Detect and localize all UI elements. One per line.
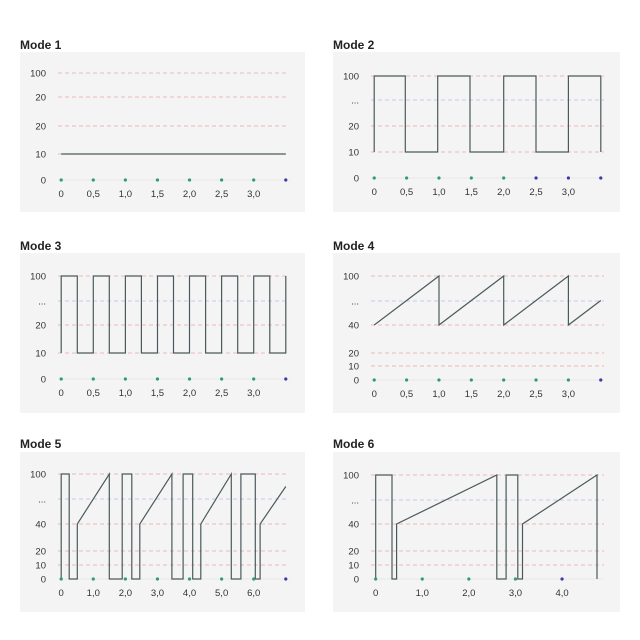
axis-marker <box>437 378 440 381</box>
x-tick-label: 0,5 <box>86 189 100 200</box>
axis-marker <box>156 577 159 580</box>
x-tick-label: 5,0 <box>215 588 229 599</box>
axis-marker <box>284 178 287 181</box>
x-tick-label: 1,5 <box>464 389 478 400</box>
axis-marker <box>284 377 287 380</box>
axis-marker <box>373 176 376 179</box>
x-tick-label: 1,0 <box>415 588 429 599</box>
axis-marker <box>405 176 408 179</box>
axis-marker <box>124 577 127 580</box>
axis-marker <box>567 176 570 179</box>
x-tick-label: 0 <box>373 588 379 599</box>
x-tick-label: 1,5 <box>464 187 478 198</box>
axis-marker <box>188 178 191 181</box>
y-tick-label: ... <box>351 296 359 308</box>
y-tick-label: 10 <box>348 560 359 572</box>
y-tick-label: 20 <box>35 121 46 133</box>
y-tick-label: 10 <box>348 147 359 159</box>
x-tick-label: 0,5 <box>399 389 414 400</box>
y-tick-label: 10 <box>35 149 46 161</box>
x-tick-label: 2,0 <box>497 389 511 400</box>
axis-marker <box>252 377 255 380</box>
chart-mode-5 <box>20 452 305 612</box>
axis-marker <box>470 176 473 179</box>
x-tick-label: 1,0 <box>118 388 132 399</box>
x-tick-label: 2,5 <box>215 388 229 399</box>
x-tick-label: 3,0 <box>561 187 576 198</box>
x-tick-label: 3,0 <box>247 189 261 200</box>
x-tick-label: 2,0 <box>182 388 197 399</box>
x-tick-label: 6,0 <box>247 588 261 599</box>
y-tick-label: 0 <box>40 374 46 386</box>
y-tick-label: 100 <box>343 71 359 83</box>
y-tick-label: 40 <box>348 519 359 531</box>
y-tick-label: 0 <box>40 574 46 586</box>
x-tick-label: 4,0 <box>182 588 197 599</box>
axis-marker <box>421 577 424 580</box>
x-tick-label: 0 <box>371 187 377 198</box>
chart-mode-6 <box>333 452 620 612</box>
x-tick-label: 0 <box>58 189 64 200</box>
axis-marker <box>124 178 127 181</box>
axis-marker <box>220 178 223 181</box>
y-tick-label: 20 <box>35 92 46 104</box>
chart-title-mode-4: Mode 4 <box>333 239 375 253</box>
x-tick-label: 0 <box>58 388 64 399</box>
y-tick-label: 100 <box>30 271 46 283</box>
x-tick-label: 3,0 <box>247 388 261 399</box>
axis-marker <box>405 378 408 381</box>
axis-marker <box>124 377 127 380</box>
axis-marker <box>437 176 440 179</box>
axis-marker <box>502 378 505 381</box>
axis-marker <box>599 176 602 179</box>
axis-marker <box>92 377 95 380</box>
y-tick-label: 40 <box>348 320 359 332</box>
axis-marker <box>156 377 159 380</box>
axis-marker <box>60 377 63 380</box>
y-tick-label: ... <box>38 494 46 506</box>
y-tick-label: 40 <box>35 519 46 531</box>
chart-title-mode-1: Mode 1 <box>20 38 62 52</box>
y-tick-label: 0 <box>353 173 359 185</box>
x-tick-label: 2,5 <box>529 389 543 400</box>
y-tick-label: 10 <box>35 560 46 572</box>
chart-mode-1 <box>20 52 305 212</box>
x-tick-label: 4,0 <box>555 588 569 599</box>
axis-marker <box>502 176 505 179</box>
x-tick-label: 1,0 <box>432 389 446 400</box>
x-tick-label: 0,5 <box>86 388 100 399</box>
plot-background <box>20 52 305 212</box>
chart-mode-2 <box>333 52 620 212</box>
y-tick-label: 0 <box>353 375 359 387</box>
axis-marker <box>467 577 470 580</box>
axis-marker <box>92 178 95 181</box>
axis-marker <box>284 577 287 580</box>
chart-mode-3 <box>20 253 305 413</box>
chart-title-mode-3: Mode 3 <box>20 239 62 253</box>
x-tick-label: 0,5 <box>399 187 414 198</box>
axis-marker <box>373 378 376 381</box>
x-tick-label: 1,0 <box>118 189 132 200</box>
axis-marker <box>252 178 255 181</box>
x-tick-label: 2,5 <box>215 189 229 200</box>
axis-marker <box>156 178 159 181</box>
chart-title-mode-5: Mode 5 <box>20 437 62 451</box>
x-tick-label: 0 <box>58 588 64 599</box>
x-tick-label: 3,0 <box>561 389 576 400</box>
axis-marker <box>252 577 255 580</box>
x-tick-label: 3,0 <box>508 588 523 599</box>
axis-marker <box>60 577 63 580</box>
y-tick-label: 20 <box>348 121 359 133</box>
x-tick-label: 1,5 <box>150 189 165 200</box>
y-tick-label: ... <box>351 495 359 507</box>
axis-marker <box>470 378 473 381</box>
axis-marker <box>60 178 63 181</box>
chart-title-mode-6: Mode 6 <box>333 437 375 451</box>
axis-marker <box>92 577 95 580</box>
axis-marker <box>188 377 191 380</box>
y-tick-label: 20 <box>35 320 46 332</box>
y-tick-label: 20 <box>35 546 46 558</box>
y-tick-label: ... <box>351 95 359 107</box>
x-tick-label: 1,0 <box>86 588 100 599</box>
axis-marker <box>560 577 563 580</box>
y-tick-label: 0 <box>353 574 359 586</box>
axis-marker <box>220 377 223 380</box>
y-tick-label: 20 <box>348 348 359 360</box>
x-tick-label: 1,5 <box>150 388 165 399</box>
x-tick-label: 2,0 <box>182 189 197 200</box>
axis-marker <box>567 378 570 381</box>
y-tick-label: 100 <box>343 271 359 283</box>
axis-marker <box>534 176 537 179</box>
x-tick-label: 2,5 <box>529 187 543 198</box>
axis-marker <box>220 577 223 580</box>
y-tick-label: 10 <box>35 348 46 360</box>
y-tick-label: 100 <box>343 470 359 482</box>
x-tick-label: 2,0 <box>118 588 132 599</box>
y-tick-label: 0 <box>40 175 46 187</box>
x-tick-label: 1,0 <box>432 187 446 198</box>
y-tick-label: 20 <box>348 546 359 558</box>
chart-title-mode-2: Mode 2 <box>333 38 375 52</box>
x-tick-label: 2,0 <box>462 588 476 599</box>
chart-mode-4 <box>333 253 620 413</box>
y-tick-label: 100 <box>30 469 46 481</box>
axis-marker <box>188 577 191 580</box>
axis-marker <box>514 577 517 580</box>
y-tick-label: 10 <box>348 361 359 373</box>
x-tick-label: 2,0 <box>497 187 511 198</box>
y-tick-label: ... <box>38 296 46 308</box>
axis-marker <box>374 577 377 580</box>
x-tick-label: 3,0 <box>150 588 165 599</box>
x-tick-label: 0 <box>371 389 377 400</box>
y-tick-label: 100 <box>30 68 46 80</box>
axis-marker <box>534 378 537 381</box>
axis-marker <box>599 378 602 381</box>
